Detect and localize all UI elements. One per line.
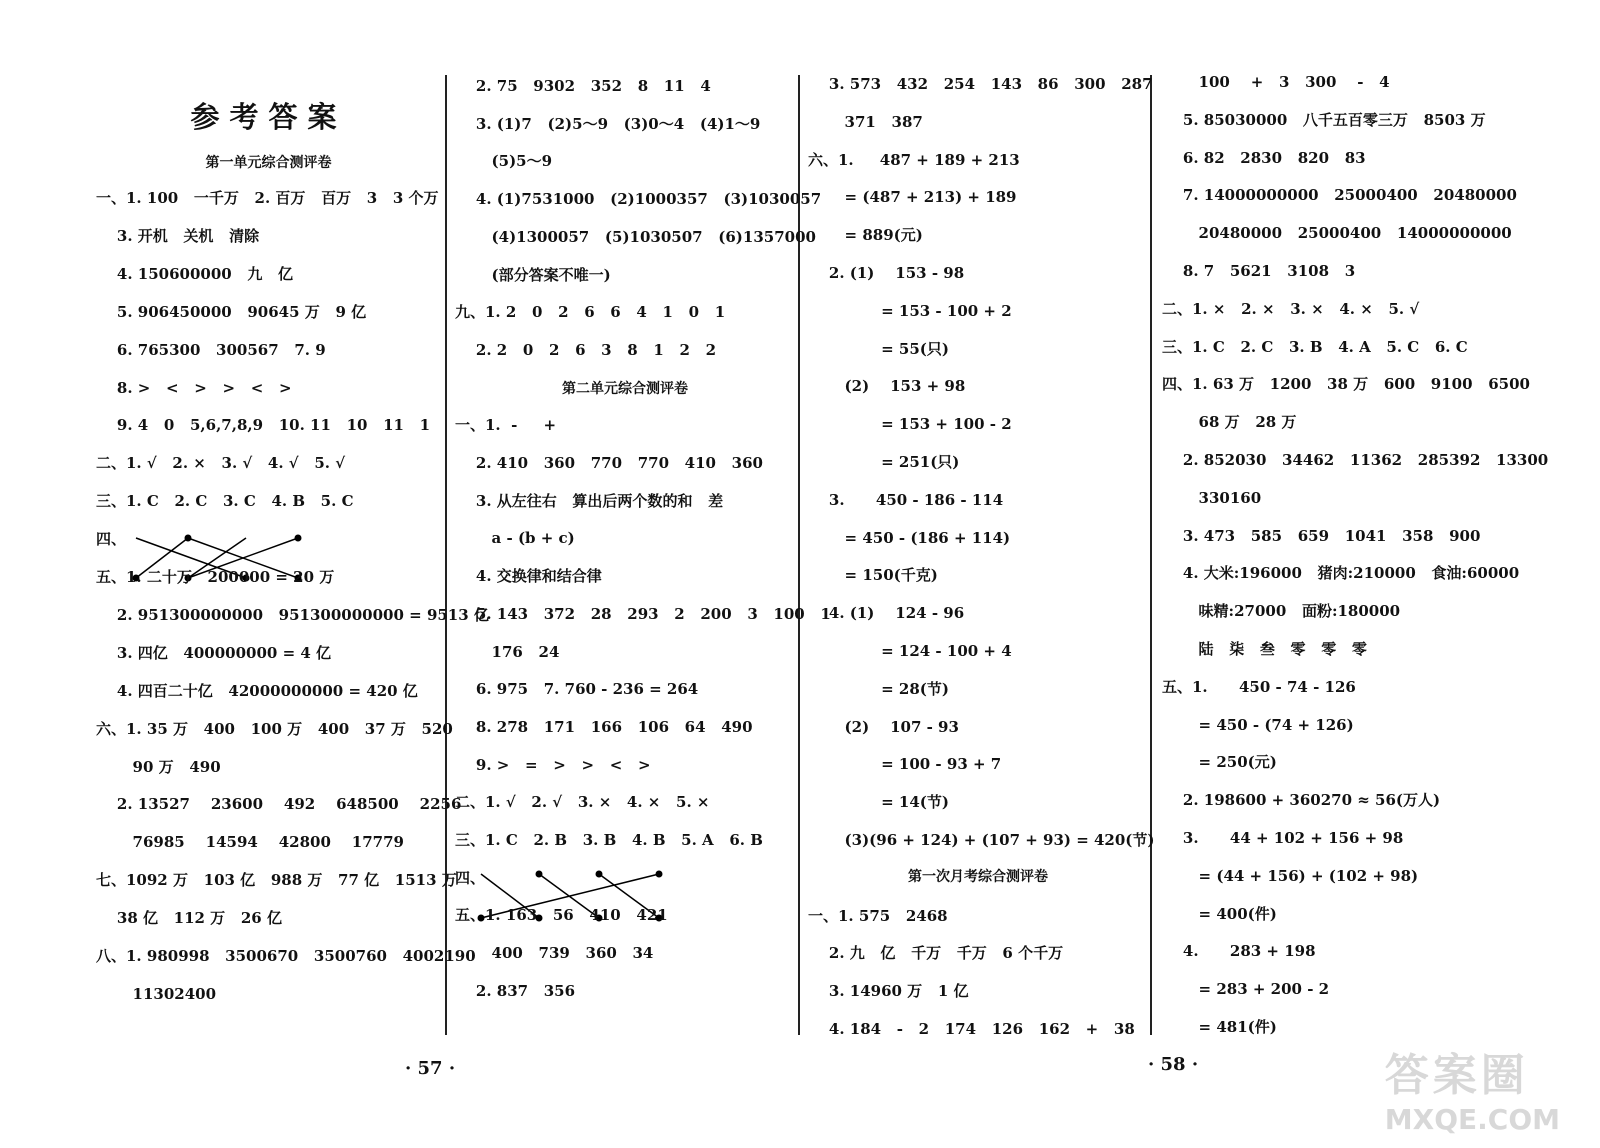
col2-answer-line: 4. (1)7531000 (2)1000357 (3)1030057: [455, 190, 822, 209]
col3-answer-line: 4. (1) 124 - 96: [808, 604, 965, 623]
col2-answer-line: 3. 从左往右 算出后两个数的和 差: [455, 491, 724, 510]
col4-answer-line: = (44 + 156) + (102 + 98): [1162, 866, 1419, 885]
col3-answer-line: (2) 107 - 93: [808, 717, 959, 736]
col3-answer-line: 371 387: [808, 112, 923, 131]
col1-answer-line: 2. 951300000000 951300000000 = 9513 亿: [96, 605, 489, 624]
col2-answer-line: 400 739 360 34: [455, 944, 654, 963]
col3-answer-line: 六、1. 487 + 189 + 213: [808, 150, 1020, 169]
col2-answer-line: 2. 75 9302 352 8 11 4: [455, 77, 711, 95]
col2-answer-line: 9. > = > > < >: [455, 755, 651, 774]
col3-answer-line: 3. 573 432 254 143 86 300 287: [808, 75, 1153, 93]
col2-answer-line: 2. 2 0 2 6 3 8 1 2 2: [455, 340, 717, 359]
col4-answer-line: 3. 44 + 102 + 156 + 98: [1162, 829, 1404, 847]
watermark-url: MXQE.COM: [1384, 1103, 1560, 1136]
col1-answer-line: 三、1. C 2. C 3. C 4. B 5. C: [96, 492, 354, 511]
col1-answer-line: 七、1092 万 103 亿 988 万 77 亿 1513 万: [96, 871, 457, 890]
col4-answer-line: 二、1. × 2. × 3. × 4. × 5. √: [1162, 299, 1420, 318]
page-number-right: · 58 ·: [1148, 1054, 1199, 1075]
section-title-unit2: 第二单元综合测评卷: [562, 381, 688, 397]
col4-answer-line: 5. 85030000 八千五百零三万 8503 万: [1162, 110, 1486, 129]
col2-answer-line: 三、1. C 2. B 3. B 4. B 5. A 6. B: [455, 831, 763, 849]
col2-answer-line: (部分答案不唯一): [455, 265, 611, 284]
col2-answer-line: 五、1. 163 56 410 421: [455, 906, 668, 925]
col4-answer-line: 8. 7 5621 3108 3: [1162, 262, 1356, 280]
col3-answer-line: = 889(元): [808, 226, 923, 245]
col1-answer-line: 11302400: [96, 984, 217, 1003]
col4-answer-line: = 450 - (74 + 126): [1162, 715, 1354, 734]
col4-answer-line: 100 + 3 300 - 4: [1162, 73, 1390, 91]
col3-answer-line: = (487 + 213) + 189: [808, 188, 1017, 207]
col2-answer-line: 5. 143 372 28 293 2 200 3 100 1: [455, 604, 831, 623]
col3-answer-line: = 55(只): [808, 339, 949, 358]
col1-answer-line: 二、1. √ 2. × 3. √ 4. √ 5. √: [96, 454, 346, 473]
column-divider-1: [445, 75, 447, 1035]
col3-answer-line: 2. 九 亿 千万 千万 6 个千万: [808, 944, 1064, 963]
col4-answer-line: 68 万 28 万: [1162, 413, 1297, 432]
col1-answer-line: 4. 四百二十亿 42000000000 = 420 亿: [96, 681, 418, 700]
col2-answer-line: 2. 410 360 770 770 410 360: [455, 454, 763, 472]
col4-answer-line: 7. 14000000000 25000400 20480000: [1162, 186, 1517, 205]
col2-answer-line: 176 24: [455, 642, 560, 661]
col1-answer-line: 6. 765300 300567 7. 9: [96, 340, 326, 359]
column-divider-2: [798, 75, 800, 1035]
col2-answer-line: (4)1300057 (5)1030507 (6)1357000: [455, 227, 816, 246]
page-title: 参考答案: [190, 100, 347, 134]
col2-answer-line: 8. 278 171 166 106 64 490: [455, 717, 753, 736]
col4-answer-line: = 283 + 200 - 2: [1162, 980, 1330, 999]
col3-answer-line: = 100 - 93 + 7: [808, 755, 1002, 774]
col3-answer-line: 一、1. 575 2468: [808, 906, 948, 925]
column-divider-3: [1150, 75, 1152, 1035]
col2-answer-line: 6. 975 7. 760 - 236 = 264: [455, 680, 699, 699]
col3-answer-line: = 153 - 100 + 2: [808, 301, 1012, 320]
col4-answer-line: 三、1. C 2. C 3. B 4. A 5. C 6. C: [1162, 337, 1468, 356]
col3-answer-line: = 450 - (186 + 114): [808, 528, 1011, 547]
col1-answer-line: 9. 4 0 5,6,7,8,9 10. 11 10 11 1: [96, 416, 431, 435]
col1-answer-line: 4. 150600000 九 亿: [96, 264, 294, 283]
col4-answer-line: 五、1. 450 - 74 - 126: [1162, 677, 1356, 696]
col3-answer-line: (3)(96 + 124) + (107 + 93) = 420(节): [808, 831, 1155, 849]
col4-answer-line: 20480000 25000400 14000000000: [1162, 224, 1512, 243]
col2-answer-line: 4. 交换律和结合律: [455, 567, 602, 586]
col3-answer-line: = 153 + 100 - 2: [808, 415, 1012, 434]
col2-answer-line: a - (b + c): [455, 529, 575, 548]
col2-answer-line: 3. (1)7 (2)5～9 (3)0～4 (4)1～9: [455, 114, 761, 133]
col3-answer-line: = 251(只): [808, 453, 960, 471]
col3-answer-line: 3. 450 - 186 - 114: [808, 490, 1004, 509]
col4-answer-line: = 481(件): [1162, 1018, 1277, 1036]
col3-answer-line: = 28(节): [808, 679, 949, 698]
col1-answer-line: 一、1. 100 一千万 2. 百万 百万 3 3 个万: [96, 189, 439, 207]
section-title-unit1: 第一单元综合测评卷: [205, 155, 332, 171]
col1-answer-line: 8. > < > > < >: [96, 378, 292, 397]
col3-answer-line: 3. 14960 万 1 亿: [808, 982, 969, 1001]
col4-answer-line: 四、1. 63 万 1200 38 万 600 9100 6500: [1162, 375, 1530, 394]
col1-answer-line: 38 亿 112 万 26 亿: [96, 909, 282, 928]
col1-answer-line: 四、: [96, 530, 127, 549]
col1-answer-line: 八、1. 980998 3500670 3500760 4002190: [96, 947, 476, 965]
col4-answer-line: 陆 柒 叁 零 零 零: [1162, 640, 1367, 658]
col1-answer-line: 五、1. 二十万 200000 = 20 万: [96, 568, 335, 586]
col4-answer-line: 330160: [1162, 488, 1262, 507]
col1-answer-line: 2. 13527 23600 492 648500 2256: [96, 795, 462, 814]
col2-answer-line: (5)5～9: [455, 152, 553, 171]
col1-answer-line: 3. 开机 关机 清除: [96, 226, 260, 245]
col3-answer-line: 2. (1) 153 - 98: [808, 264, 965, 282]
col3-answer-line: 4. 184 - 2 174 126 162 + 38: [808, 1020, 1135, 1038]
col2-answer-line: 二、1. √ 2. √ 3. × 4. × 5. ×: [455, 793, 710, 812]
watermark: [1385, 1039, 1560, 1136]
col4-answer-line: 4. 大米:196000 猪肉:210000 食油:60000: [1162, 564, 1520, 583]
col1-answer-line: 六、1. 35 万 400 100 万 400 37 万 520: [96, 719, 453, 738]
col1-answer-line: 3. 四亿 400000000 = 4 亿: [96, 643, 332, 662]
col4-answer-line: = 400(件): [1162, 904, 1277, 923]
col3-answer-line: (2) 153 + 98: [808, 377, 966, 396]
col3-answer-line: = 14(节): [808, 793, 949, 812]
watermark-logo-text: 答案圈: [1384, 1050, 1529, 1101]
col1-answer-line: 90 万 490: [96, 757, 221, 776]
col4-answer-line: 味精:27000 面粉:180000: [1162, 602, 1401, 621]
section-title-month1: 第一次月考综合测评卷: [908, 869, 1048, 885]
col4-answer-line: 6. 82 2830 820 83: [1162, 148, 1366, 167]
col2-answer-line: 九、1. 2 0 2 6 6 4 1 0 1: [455, 303, 726, 322]
col2-answer-line: 四、: [455, 868, 486, 887]
col1-answer-line: 76985 14594 42800 17779: [96, 833, 404, 852]
col4-answer-line: 4. 283 + 198: [1162, 942, 1316, 961]
col4-answer-line: 2. 198600 + 360270 ≈ 56(万人): [1162, 791, 1441, 810]
page-number-left: · 57 ·: [405, 1058, 456, 1079]
col4-answer-line: = 250(元): [1162, 753, 1277, 772]
col2-answer-line: 2. 837 356: [455, 981, 576, 1000]
col3-answer-line: = 124 - 100 + 4: [808, 642, 1012, 660]
col1-answer-line: 5. 906450000 90645 万 9 亿: [96, 302, 367, 321]
col2-answer-line: 一、1. - +: [455, 416, 557, 435]
col3-answer-line: = 150(千克): [808, 566, 938, 585]
col4-answer-line: 2. 852030 34462 11362 285392 13300: [1162, 451, 1549, 469]
col4-answer-line: 3. 473 585 659 1041 358 900: [1162, 526, 1481, 545]
